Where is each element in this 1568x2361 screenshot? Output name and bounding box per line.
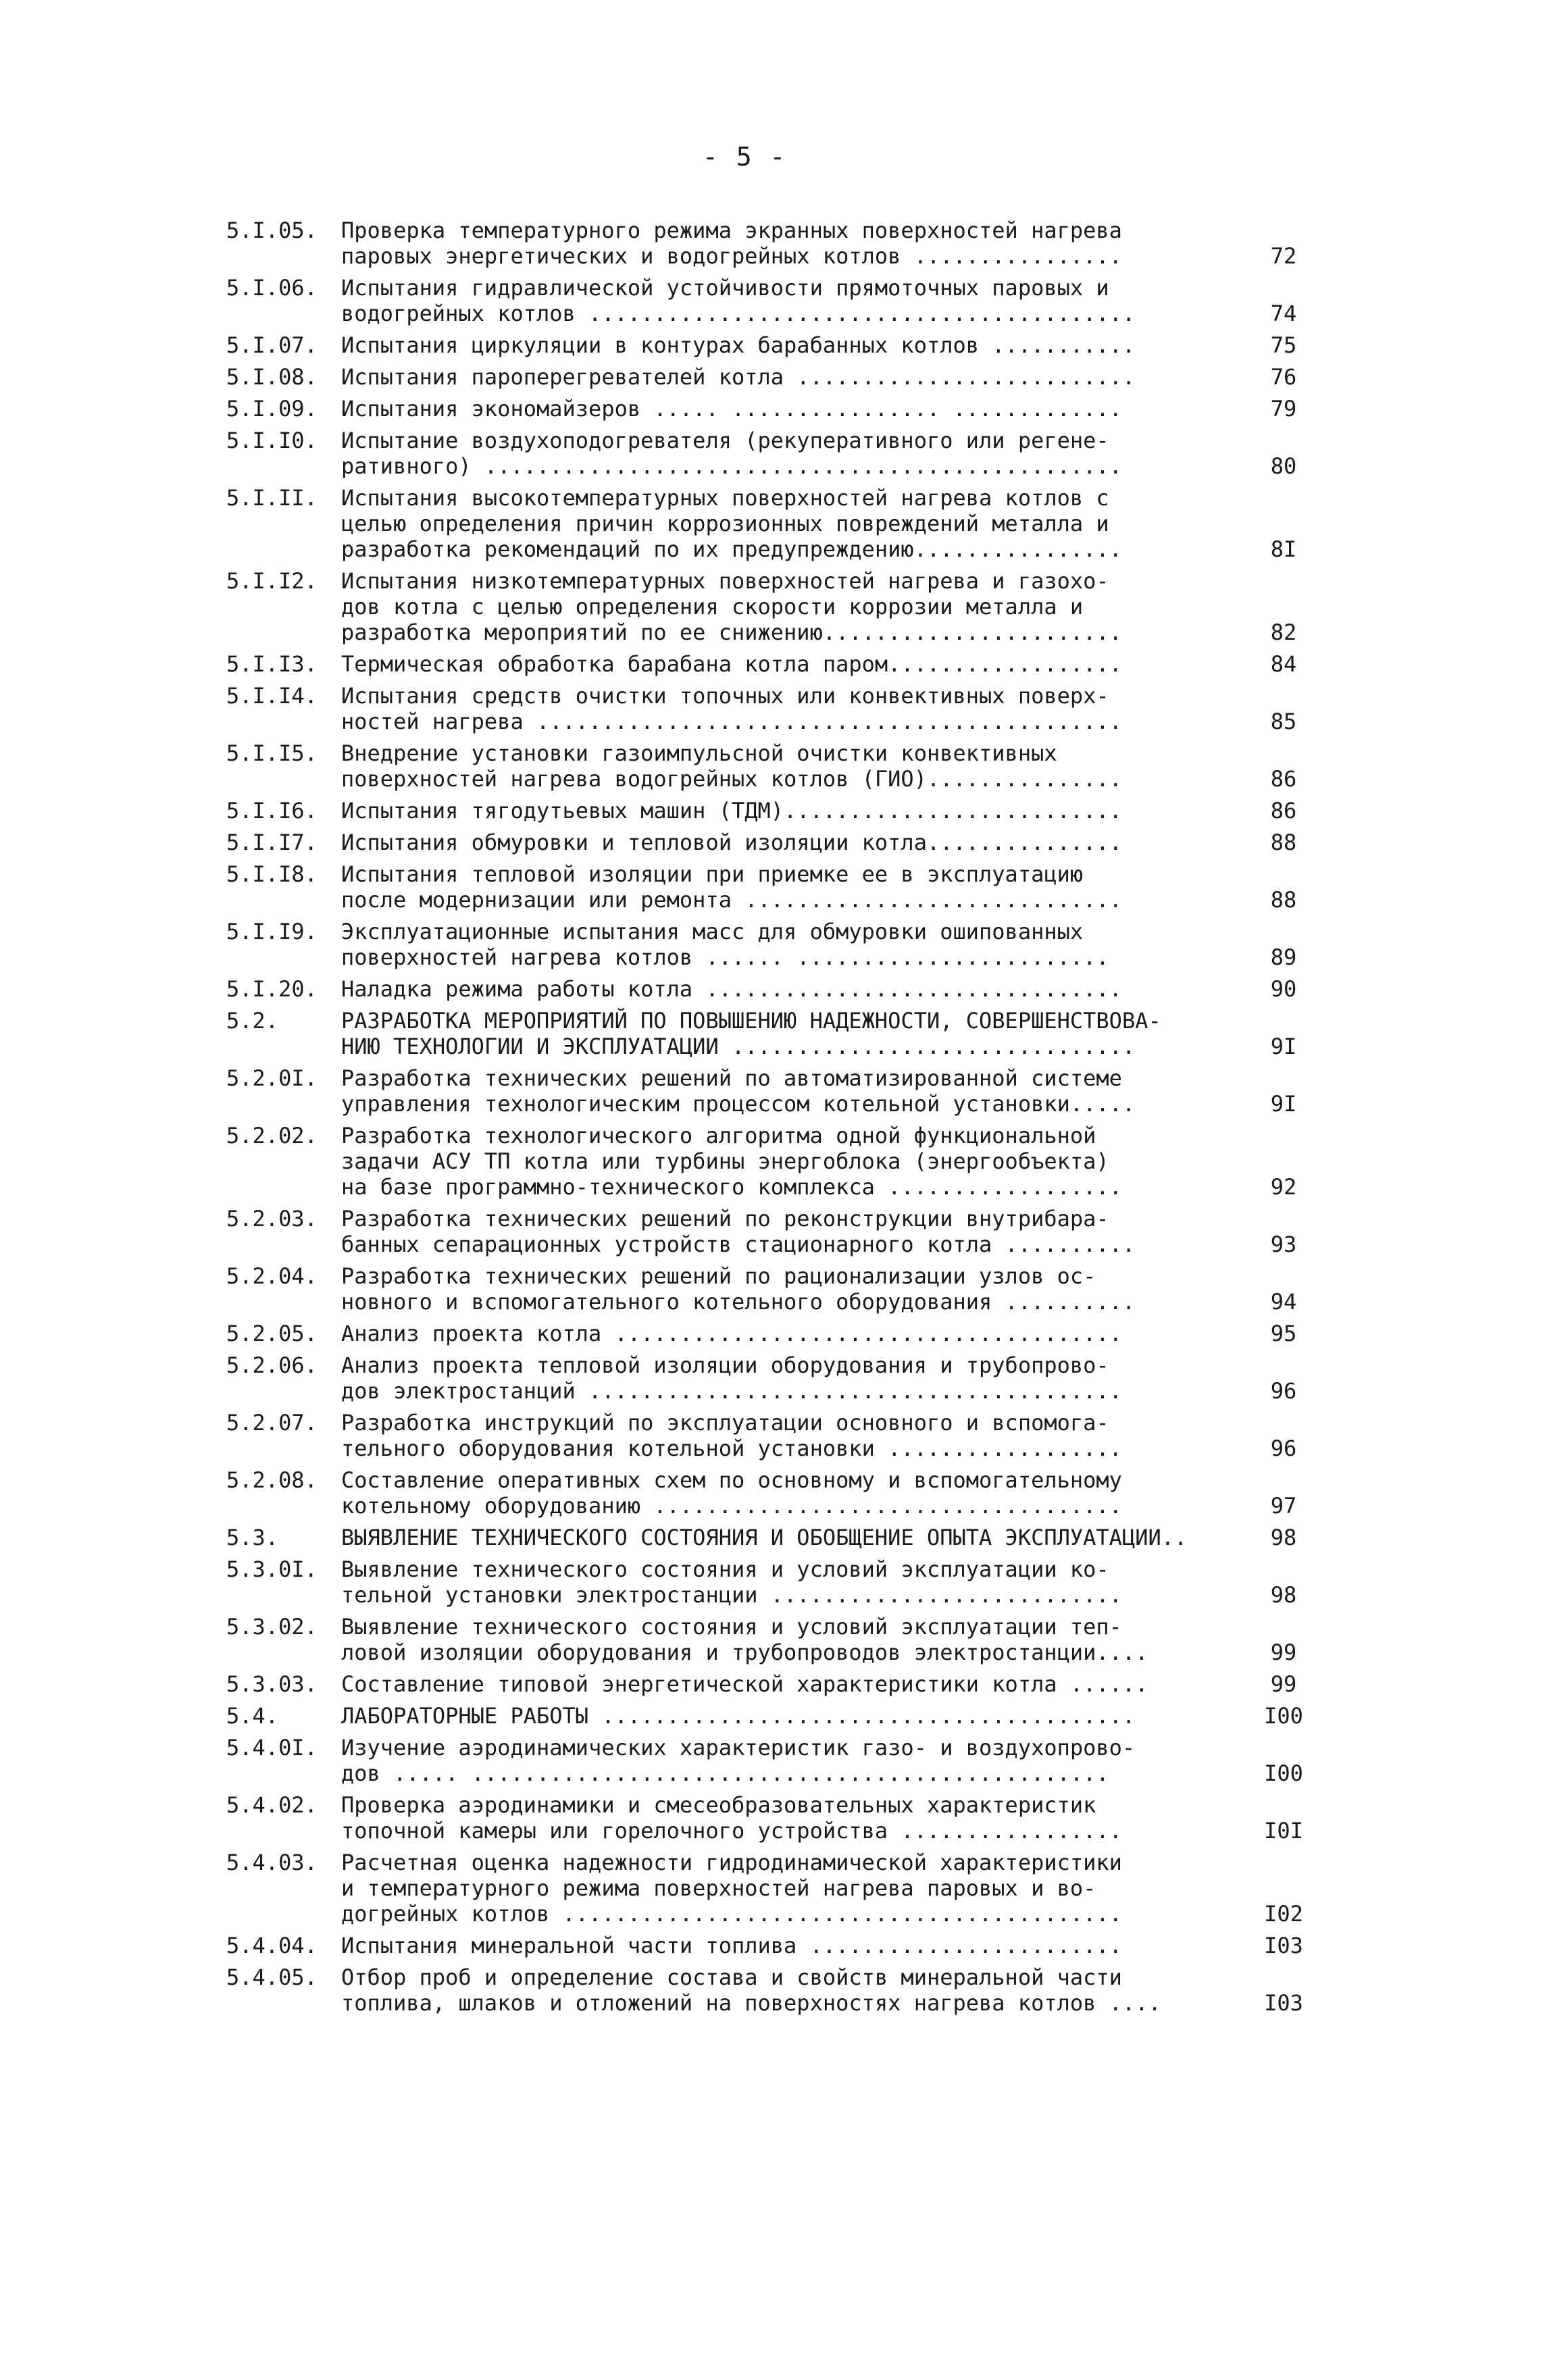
toc-entry-title-line: после модернизации или ремонта ............................. xyxy=(341,887,1122,913)
toc-entry-title-line: банных сепарационных устройств стационарного котла .......... xyxy=(341,1232,1136,1257)
toc-entry-title-line: Разработка технических решений по рационализации узлов ос- xyxy=(341,1263,1096,1289)
toc-entry-title-line: разработка мероприятий по ее снижению....................... xyxy=(341,619,1122,645)
toc-entry-page: 80 xyxy=(1270,453,1297,479)
toc-entry xyxy=(226,218,1321,269)
toc-entry-page: 88 xyxy=(1270,887,1297,913)
toc-entry-title xyxy=(341,1792,1240,1844)
toc-entry-title-line: Выявление технического состояния и условий эксплуатации ко- xyxy=(341,1556,1109,1582)
toc-entry xyxy=(226,1008,1321,1059)
toc-entry-title-line: Испытания тепловой изоляции при приемке ее в эксплуатацию xyxy=(341,861,1084,887)
toc-entry-number: 5.I.I3. xyxy=(226,651,318,677)
toc-entry xyxy=(226,485,1321,562)
toc-entry-title-line: на базе программно-технического комплекса .................. xyxy=(341,1174,1122,1200)
toc-entry-title xyxy=(341,919,1240,970)
toc-entry xyxy=(226,1614,1321,1665)
toc-entry-number: 5.I.09. xyxy=(226,396,318,422)
toc-entry-page: I0I xyxy=(1264,1818,1303,1844)
toc-entry xyxy=(226,740,1321,792)
toc-entry-number: 5.3.02. xyxy=(226,1614,318,1640)
toc-entry-title-line: Испытания высокотемпературных поверхностей нагрева котлов с xyxy=(341,485,1109,511)
toc-entry-title xyxy=(341,364,1240,390)
toc-entry-number: 5.4.02. xyxy=(226,1792,318,1818)
toc-entry-title-line: ностей нагрева ............................................. xyxy=(341,709,1122,734)
toc-entry-title-line: Эксплуатационные испытания масс для обмуровки ошипованных xyxy=(341,919,1084,944)
toc-entry-title xyxy=(341,1467,1240,1519)
toc-entry-title-line: поверхностей нагрева котлов ...... ........................ xyxy=(341,944,1109,970)
toc-entry-page: 90 xyxy=(1270,976,1297,1002)
toc-entry-title-line: Испытания гидравлической устойчивости прямоточных паровых и xyxy=(341,275,1109,301)
toc-entry-title xyxy=(341,396,1240,422)
toc-entry-title-line: топочной камеры или горелочного устройства ................. xyxy=(341,1818,1122,1844)
toc-entry-title-line: Проверка аэродинамики и смесеобразовательных характеристик xyxy=(341,1792,1096,1818)
toc-entry-title-line: Испытания циркуляции в контурах барабанных котлов ........... xyxy=(341,332,1136,358)
toc-entry-title xyxy=(341,275,1240,326)
toc-entry-title-line: управления технологическим процессом котельной установки..... xyxy=(341,1091,1136,1117)
toc-entry-title xyxy=(341,218,1240,269)
toc-entry xyxy=(226,428,1321,479)
toc-entry-number: 5.I.I2. xyxy=(226,568,318,594)
toc-entry-title-line: Анализ проекта тепловой изоляции оборудования и трубопрово- xyxy=(341,1352,1109,1378)
toc-entry-title-line: тельной установки электростанции ........................... xyxy=(341,1582,1122,1608)
toc-entry-title xyxy=(341,1671,1240,1697)
toc-entry-page: 8I xyxy=(1270,536,1297,562)
toc-entry-number: 5.4. xyxy=(226,1703,279,1729)
toc-entry-number: 5.I.06. xyxy=(226,275,318,301)
toc-entry-title-line: Изучение аэродинамических характеристик газо- и воздухопрово- xyxy=(341,1735,1136,1760)
toc-entry-page: 88 xyxy=(1270,830,1297,855)
toc-entry-number: 5.4.0I. xyxy=(226,1735,318,1760)
toc-entry-page: 82 xyxy=(1270,619,1297,645)
toc-entry xyxy=(226,1123,1321,1200)
toc-entry-title xyxy=(341,1065,1240,1117)
toc-entry-number: 5.4.04. xyxy=(226,1933,318,1958)
toc-entry-title-line: Анализ проекта котла ....................................... xyxy=(341,1321,1122,1346)
toc-entry xyxy=(226,1792,1321,1844)
toc-entry-page: 75 xyxy=(1270,332,1297,358)
toc-entry-number: 5.3. xyxy=(226,1525,279,1550)
toc-entry-title xyxy=(341,1008,1240,1059)
toc-entry-number: 5.I.07. xyxy=(226,332,318,358)
toc-entry-title-line: паровых энергетических и водогрейных котлов ................ xyxy=(341,243,1122,269)
toc-entry-title-line: Проверка температурного режима экранных поверхностей нагрева xyxy=(341,218,1122,243)
toc-entry xyxy=(226,1263,1321,1315)
toc-entry-title-line: котельному оборудованию .................................... xyxy=(341,1493,1122,1519)
toc-entry-page: 99 xyxy=(1270,1640,1297,1665)
toc-entry-title xyxy=(341,1410,1240,1461)
toc-entry-title-line: НИЮ ТЕХНОЛОГИИ И ЭКСПЛУАТАЦИИ ............................... xyxy=(341,1034,1136,1059)
toc-entry xyxy=(226,1556,1321,1608)
toc-entry-page: 97 xyxy=(1270,1493,1297,1519)
toc-entry-title xyxy=(341,1735,1240,1786)
toc-entry-number: 5.3.03. xyxy=(226,1671,318,1697)
toc-entry-title-line: Разработка технических решений по автоматизированной системе xyxy=(341,1065,1122,1091)
toc-entry-page: 74 xyxy=(1270,301,1297,326)
toc-entry-title-line: Составление оперативных схем по основному и вспомогательному xyxy=(341,1467,1122,1493)
toc-entry xyxy=(226,1352,1321,1404)
toc-entry-title-line: поверхностей нагрева водогрейных котлов (ГИО)............... xyxy=(341,766,1122,792)
toc-entry-page: 79 xyxy=(1270,396,1297,422)
toc-entry-number: 5.I.08. xyxy=(226,364,318,390)
toc-entry-page: 98 xyxy=(1270,1582,1297,1608)
toc-entry-page: 92 xyxy=(1270,1174,1297,1200)
toc-entry-title xyxy=(341,683,1240,734)
toc-entry xyxy=(226,396,1321,422)
toc-entry-title xyxy=(341,1263,1240,1315)
toc-entry-title xyxy=(341,1614,1240,1665)
toc-entry-page: 76 xyxy=(1270,364,1297,390)
toc-entry-number: 5.I.I5. xyxy=(226,740,318,766)
toc-entry-page: I00 xyxy=(1264,1760,1303,1786)
toc-entry-number: 5.I.20. xyxy=(226,976,318,1002)
toc-entry-title xyxy=(341,485,1240,562)
toc-entry xyxy=(226,568,1321,645)
toc-entry xyxy=(226,1065,1321,1117)
toc-entry xyxy=(226,830,1321,855)
toc-entry-number: 5.3.0I. xyxy=(226,1556,318,1582)
toc-entry-title-line: Испытания пароперегревателей котла .......................... xyxy=(341,364,1136,390)
toc-entry-title xyxy=(341,798,1240,823)
toc-entry-title-line: Испытания минеральной части топлива ........................ xyxy=(341,1933,1122,1958)
toc-entry-title-line: Испытания низкотемпературных поверхностей нагрева и газохо- xyxy=(341,568,1109,594)
toc-entry xyxy=(226,798,1321,823)
toc-entry-number: 5.I.I6. xyxy=(226,798,318,823)
toc-entry-number: 5.2.05. xyxy=(226,1321,318,1346)
toc-entry-title xyxy=(341,1123,1240,1200)
toc-entry-title-line: ВЫЯВЛЕНИЕ ТЕХНИЧЕСКОГО СОСТОЯНИЯ И ОБОБЩЕНИЕ ОПЫТА ЭКСПЛУАТАЦИИ.. xyxy=(341,1525,1188,1550)
toc-entry-page: I03 xyxy=(1264,1990,1303,2016)
toc-entry-number: 5.I.I8. xyxy=(226,861,318,887)
toc-entry-title xyxy=(341,1525,1240,1550)
toc-entry-number: 5.2.06. xyxy=(226,1352,318,1378)
toc-entry-number: 5.2.04. xyxy=(226,1263,318,1289)
toc-entry-title xyxy=(341,830,1240,855)
toc-entry-page: 86 xyxy=(1270,798,1297,823)
toc-entry-title-line: целью определения причин коррозионных повреждений металла и xyxy=(341,511,1109,536)
toc-entry-page: 85 xyxy=(1270,709,1297,734)
toc-entry-title-line: Составление типовой энергетической характеристики котла ...... xyxy=(341,1671,1148,1697)
toc-entry-title-line: Внедрение установки газоимпульсной очистки конвективных xyxy=(341,740,1057,766)
toc-entry-title-line: Наладка режима работы котла ................................ xyxy=(341,976,1122,1002)
toc-entry xyxy=(226,1735,1321,1786)
toc-entry-title xyxy=(341,1703,1240,1729)
toc-entry-title-line: Термическая обработка барабана котла паром.................. xyxy=(341,651,1122,677)
toc-entry-page: 84 xyxy=(1270,651,1297,677)
toc-entry-title-line: разработка рекомендаций по их предупреждению................ xyxy=(341,536,1122,562)
table-of-contents xyxy=(226,218,1321,2022)
toc-entry-title-line: Испытания обмуровки и тепловой изоляции котла............... xyxy=(341,830,1122,855)
toc-entry-title xyxy=(341,976,1240,1002)
toc-entry-title xyxy=(341,1933,1240,1958)
toc-entry-title-line: Выявление технического состояния и условий эксплуатации теп- xyxy=(341,1614,1122,1640)
toc-entry-page: 95 xyxy=(1270,1321,1297,1346)
toc-entry-title-line: Расчетная оценка надежности гидродинамической характеристики xyxy=(341,1850,1122,1875)
toc-entry-page: 98 xyxy=(1270,1525,1297,1550)
toc-entry-title-line: задачи АСУ ТП котла или турбины энергоблока (энергообъекта) xyxy=(341,1148,1109,1174)
toc-entry-page: I00 xyxy=(1264,1703,1303,1729)
toc-entry-title-line: и температурного режима поверхностей нагрева паровых и во- xyxy=(341,1875,1096,1901)
toc-entry-title-line: ративного) ................................................. xyxy=(341,453,1122,479)
toc-entry-title xyxy=(341,740,1240,792)
toc-entry-title xyxy=(341,651,1240,677)
toc-entry xyxy=(226,1703,1321,1729)
toc-entry-title-line: Разработка технологического алгоритма одной функциональной xyxy=(341,1123,1096,1148)
toc-entry-title-line: Разработка инструкций по эксплуатации основного и вспомога- xyxy=(341,1410,1109,1436)
toc-entry xyxy=(226,1467,1321,1519)
toc-entry-number: 5.I.I0. xyxy=(226,428,318,453)
toc-entry-title-line: дов ..... ................................................. xyxy=(341,1760,1109,1786)
toc-entry xyxy=(226,1206,1321,1257)
toc-entry xyxy=(226,364,1321,390)
toc-entry xyxy=(226,1321,1321,1346)
toc-entry-title xyxy=(341,1964,1240,2016)
toc-entry-page: 89 xyxy=(1270,944,1297,970)
toc-entry xyxy=(226,1525,1321,1550)
toc-entry-title-line: топлива, шлаков и отложений на поверхностях нагрева котлов .... xyxy=(341,1990,1161,2016)
toc-entry-page: 96 xyxy=(1270,1378,1297,1404)
toc-entry-page: 86 xyxy=(1270,766,1297,792)
toc-entry xyxy=(226,1964,1321,2016)
toc-entry-number: 5.I.I4. xyxy=(226,683,318,709)
toc-entry-number: 5.2.02. xyxy=(226,1123,318,1148)
toc-entry-title xyxy=(341,1321,1240,1346)
toc-entry-title xyxy=(341,861,1240,913)
toc-entry xyxy=(226,919,1321,970)
toc-entry-title-line: догрейных котлов ........................................... xyxy=(341,1901,1122,1927)
toc-entry-page: I03 xyxy=(1264,1933,1303,1958)
toc-entry-number: 5.I.I7. xyxy=(226,830,318,855)
toc-entry-number: 5.I.05. xyxy=(226,218,318,243)
toc-entry-title-line: тельного оборудования котельной установки .................. xyxy=(341,1436,1122,1461)
toc-entry-page: I02 xyxy=(1264,1901,1303,1927)
toc-entry-number: 5.I.I9. xyxy=(226,919,318,944)
toc-entry-title xyxy=(341,1352,1240,1404)
toc-entry xyxy=(226,683,1321,734)
toc-entry-title xyxy=(341,1206,1240,1257)
toc-entry-page: 94 xyxy=(1270,1289,1297,1315)
toc-entry xyxy=(226,976,1321,1002)
toc-entry-number: 5.2.03. xyxy=(226,1206,318,1232)
toc-entry xyxy=(226,275,1321,326)
toc-entry-title-line: дов электростанций ......................................... xyxy=(341,1378,1122,1404)
toc-entry xyxy=(226,1410,1321,1461)
toc-entry-title-line: ЛАБОРАТОРНЫЕ РАБОТЫ ......................................... xyxy=(341,1703,1136,1729)
toc-entry-title-line: Отбор проб и определение состава и свойств минеральной части xyxy=(341,1964,1122,1990)
toc-entry xyxy=(226,1850,1321,1927)
toc-entry-title xyxy=(341,428,1240,479)
toc-entry xyxy=(226,1671,1321,1697)
toc-entry-page: 9I xyxy=(1270,1091,1297,1117)
toc-entry xyxy=(226,332,1321,358)
toc-entry-number: 5.I.II. xyxy=(226,485,318,511)
toc-entry-title xyxy=(341,1556,1240,1608)
toc-entry-number: 5.2.0I. xyxy=(226,1065,318,1091)
toc-entry-page: 93 xyxy=(1270,1232,1297,1257)
toc-entry-title-line: Испытание воздухоподогревателя (рекуперативного или регене- xyxy=(341,428,1109,453)
toc-entry-title-line: ловой изоляции оборудования и трубопроводов электростанции.... xyxy=(341,1640,1148,1665)
toc-entry xyxy=(226,651,1321,677)
toc-entry-title-line: Испытания тягодутьевых машин (ТДМ).......................... xyxy=(341,798,1122,823)
toc-entry xyxy=(226,1933,1321,1958)
toc-entry-page: 99 xyxy=(1270,1671,1297,1697)
toc-entry-title-line: Испытания средств очистки топочных или конвективных поверх- xyxy=(341,683,1109,709)
toc-entry-page: 72 xyxy=(1270,243,1297,269)
toc-entry-title-line: водогрейных котлов .......................................... xyxy=(341,301,1136,326)
toc-entry-title xyxy=(341,1850,1240,1927)
toc-entry-title-line: дов котла с целью определения скорости коррозии металла и xyxy=(341,594,1084,619)
toc-entry-number: 5.2. xyxy=(226,1008,279,1034)
toc-entry-number: 5.4.05. xyxy=(226,1964,318,1990)
toc-entry-title-line: новного и вспомогательного котельного оборудования .......... xyxy=(341,1289,1136,1315)
toc-entry-title xyxy=(341,568,1240,645)
toc-entry-title-line: РАЗРАБОТКА МЕРОПРИЯТИЙ ПО ПОВЫШЕНИЮ НАДЕЖНОСТИ, СОВЕРШЕНСТВОВА- xyxy=(341,1008,1161,1034)
page-number: - 5 - xyxy=(703,142,787,172)
toc-entry-title xyxy=(341,332,1240,358)
toc-entry-page: 9I xyxy=(1270,1034,1297,1059)
toc-entry-number: 5.2.08. xyxy=(226,1467,318,1493)
toc-entry-page: 96 xyxy=(1270,1436,1297,1461)
toc-entry-number: 5.4.03. xyxy=(226,1850,318,1875)
toc-entry-title-line: Испытания экономайзеров ..... ................ ............. xyxy=(341,396,1122,422)
toc-entry xyxy=(226,861,1321,913)
toc-entry-title-line: Разработка технических решений по реконструкции внутрибара- xyxy=(341,1206,1109,1232)
toc-entry-number: 5.2.07. xyxy=(226,1410,318,1436)
